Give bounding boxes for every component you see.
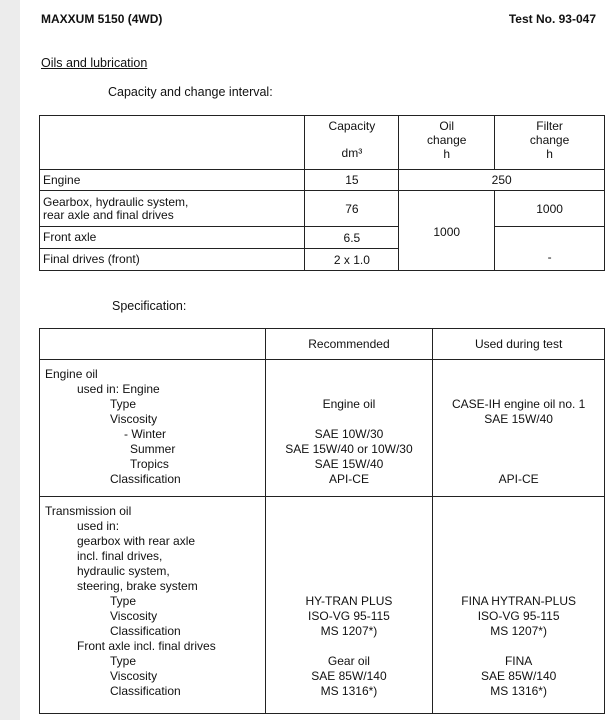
transmission-oil-labels <box>40 497 266 714</box>
spec-value: SAE 15W/40 or 10W/30 <box>285 442 413 456</box>
spacer <box>433 519 604 534</box>
spec-label: steering, brake system <box>77 579 198 593</box>
oil-change-header-line: Oil <box>439 119 455 133</box>
capacity-value: 2 x 1.0 <box>305 249 399 271</box>
transmission-oil-recommended <box>265 497 433 714</box>
spec-value: Gear oil <box>327 654 370 668</box>
row-label-line: rear axle and final drives <box>43 207 174 222</box>
spacer <box>266 564 433 579</box>
table-row <box>40 191 605 227</box>
used-column-header: Used during test <box>433 329 605 360</box>
specification-table <box>39 328 605 714</box>
spacer <box>266 549 433 564</box>
capacity-value: 6.5 <box>305 227 399 249</box>
spec-label: Tropics <box>130 457 169 471</box>
spec-label: Type <box>110 397 137 411</box>
spec-value: MS 1207*) <box>320 624 378 638</box>
specification-heading: Specification: <box>112 299 187 313</box>
spec-label: incl. final drives, <box>77 549 163 563</box>
spec-label: used in: <box>77 519 120 533</box>
engine-oil-recommended <box>265 360 433 497</box>
spacer <box>266 534 433 549</box>
spec-label: Front axle incl. final drives <box>77 639 216 653</box>
filter-change-front: - <box>495 227 605 271</box>
spec-label: Engine oil <box>45 367 98 381</box>
spec-value: ISO-VG 95-115 <box>477 609 560 623</box>
spec-value: SAE 15W/40 <box>484 412 553 426</box>
spec-label: Viscosity <box>110 412 158 426</box>
spec-value: MS 1207*) <box>490 624 547 638</box>
oil-change-header-line: change <box>427 133 467 147</box>
model-title: MAXXUM 5150 (4WD) <box>41 12 163 26</box>
spec-label: - Winter <box>124 427 166 441</box>
filter-change-header-line: change <box>529 133 570 147</box>
spacer <box>266 382 433 397</box>
spec-value: SAE 15W/40 <box>314 457 384 471</box>
spec-label: hydraulic system, <box>77 564 170 578</box>
spec-label: Classification <box>110 684 181 698</box>
header-empty-cell <box>40 116 305 170</box>
row-label-line: Gearbox, hydraulic system, <box>43 194 189 209</box>
oil-change-interval: 1000 <box>399 191 495 271</box>
spec-value: Engine oil <box>322 397 376 411</box>
engine-oil-row <box>40 360 605 497</box>
spacer <box>433 579 604 594</box>
capacity-value: 15 <box>305 170 399 191</box>
spec-label: Summer <box>130 442 176 456</box>
spec-label: Type <box>110 594 137 608</box>
spacer <box>433 367 604 382</box>
spec-value: API-CE <box>498 472 539 486</box>
spacer <box>266 412 433 427</box>
oil-change-header-line: h <box>443 147 451 161</box>
capacity-unit: dm³ <box>341 146 363 160</box>
engine-oil-used <box>433 360 605 497</box>
spacer <box>433 457 604 472</box>
capacity-table <box>39 115 605 271</box>
spec-label: Classification <box>110 624 181 638</box>
spacer <box>433 504 604 519</box>
row-label <box>40 191 305 227</box>
spec-label: Transmission oil <box>45 504 132 518</box>
capacity-column-header <box>305 116 399 170</box>
spec-label: used in: Engine <box>77 382 160 396</box>
spacer <box>266 519 433 534</box>
recommended-column-header: Recommended <box>265 329 433 360</box>
spec-value: FINA HYTRAN-PLUS <box>461 594 576 608</box>
spacer <box>266 639 433 654</box>
capacity-header-label: Capacity <box>328 119 376 133</box>
spec-label: Viscosity <box>110 669 158 683</box>
spacer <box>433 564 604 579</box>
spacer <box>266 367 433 382</box>
section-title: Oils and lubrication <box>41 56 148 70</box>
transmission-oil-row <box>40 497 605 714</box>
spec-value: SAE 85W/140 <box>311 669 387 683</box>
header-empty-cell <box>40 329 266 360</box>
capacity-heading: Capacity and change interval: <box>108 85 273 99</box>
test-number: Test No. 93-047 <box>508 12 596 26</box>
row-label: Engine <box>40 170 305 191</box>
spec-label: Classification <box>110 472 181 486</box>
spec-value: MS 1316*) <box>490 684 547 698</box>
oil-change-column-header <box>399 116 495 170</box>
spec-value: MS 1316*) <box>320 684 378 698</box>
page-edge <box>0 0 20 720</box>
row-label: Front axle <box>40 227 305 249</box>
spec-value: SAE 10W/30 <box>314 427 384 441</box>
spacer <box>266 579 433 594</box>
specification-header-row <box>40 329 605 360</box>
spacer <box>433 427 604 442</box>
table-row <box>40 227 605 249</box>
filter-change-header-line: Filter <box>536 119 563 133</box>
spec-value: SAE 85W/140 <box>480 669 557 683</box>
spacer <box>433 534 604 549</box>
spacer <box>433 639 604 654</box>
spacer <box>266 504 433 519</box>
filter-change-column-header <box>495 116 605 170</box>
transmission-oil-used <box>433 497 605 714</box>
spacer <box>433 549 604 564</box>
engine-interval: 250 <box>399 170 605 191</box>
spec-value: HY-TRAN PLUS <box>305 594 393 608</box>
spec-value: CASE-IH engine oil no. 1 <box>451 397 586 411</box>
row-label: Final drives (front) <box>40 249 305 271</box>
spec-value: API-CE <box>328 472 369 486</box>
spec-label: gearbox with rear axle <box>77 534 196 548</box>
spacer <box>433 382 604 397</box>
spec-label: Viscosity <box>110 609 158 623</box>
engine-oil-labels <box>40 360 266 497</box>
spec-label: Type <box>110 654 137 668</box>
spacer <box>433 442 604 457</box>
capacity-value: 76 <box>305 191 399 227</box>
filter-change-interval: 1000 <box>495 191 605 227</box>
spec-value: ISO-VG 95-115 <box>308 609 390 623</box>
table-row <box>40 170 605 191</box>
spec-value: FINA <box>504 654 533 668</box>
capacity-header-row <box>40 116 605 170</box>
filter-change-header-line: h <box>546 147 553 161</box>
